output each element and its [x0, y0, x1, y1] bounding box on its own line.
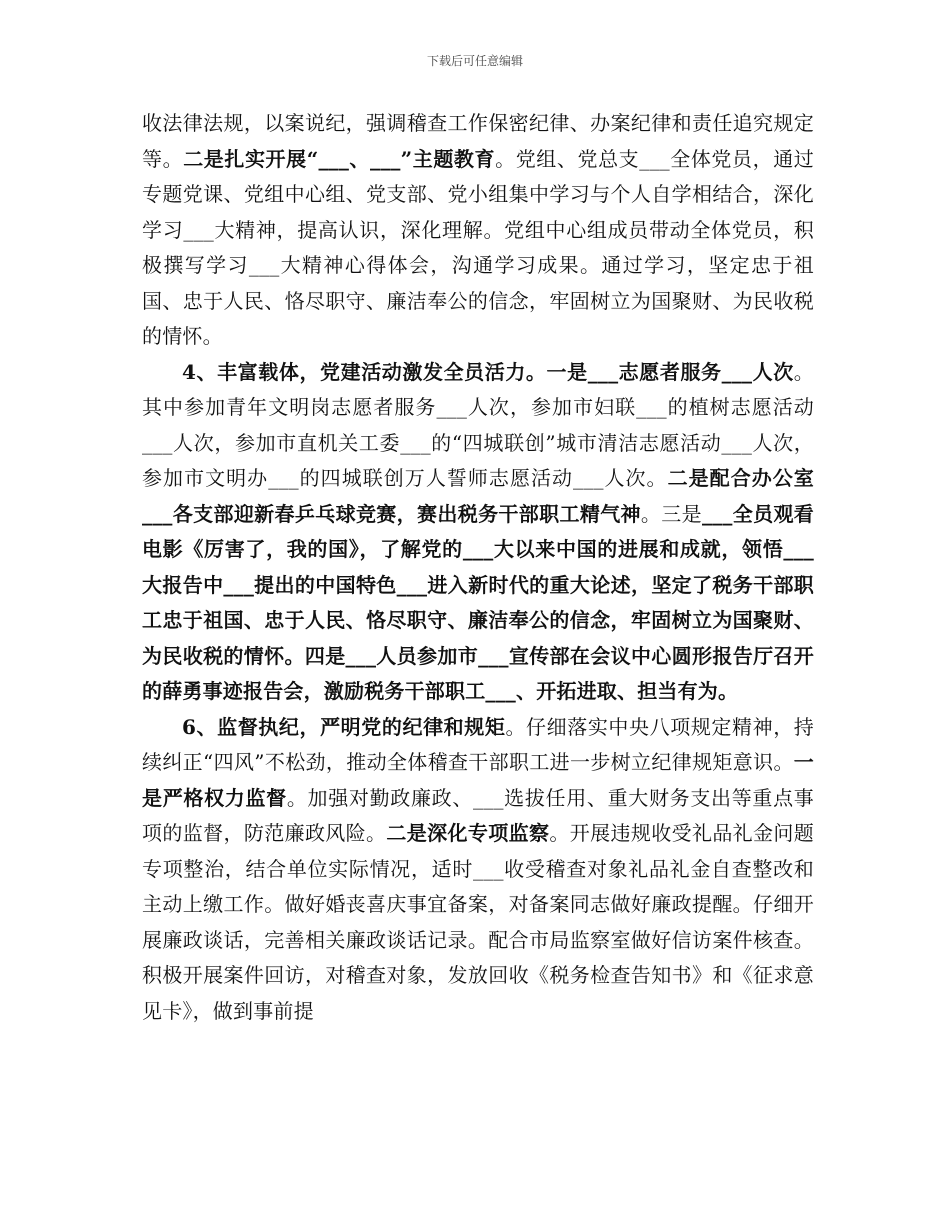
text-run: 。仔细落实中央八项规定精神，持续纠正“四风”不松劲，推动全体稽查干部职工进一步树立纪律规矩意识。	[142, 714, 814, 774]
page-header: 下载后可任意编辑	[426, 54, 523, 68]
document-body	[142, 106, 814, 1029]
paragraph-3	[142, 710, 814, 1030]
text-run: 。三是	[640, 501, 702, 526]
text-run-bold: 四是___人员参加市___宣传部在会议中心圆形报告厅召开的薛勇事迹报告会，激励税务干部职工___、开拓进取、担当有为。	[142, 643, 814, 703]
text-run-bold: 4、丰富载体，党建活动激发全员活力。一是___志愿者服务___人次	[182, 359, 794, 384]
text-run: 收法律法规，以案说纪，强调稽查工作保密纪律、办案纪律和责任追究规定等。	[142, 111, 814, 171]
text-run-bold: 二是扎实开展“___、___”主题教育	[183, 146, 496, 171]
paragraph-1	[142, 106, 814, 355]
text-run-bold: 二是配合办公室___各支部迎新春乒乓球竞赛，赛出税务干部职工精气神	[142, 466, 814, 526]
text-run: 。其中参加青年文明岗志愿者服务___人次，参加市妇联___的植树志愿活动___人次，参加市直机关工委___的“四城联创”城市清洁志愿活动___人次，参加市文明办___的四城联创万人誓师志愿活动___人次。	[142, 359, 814, 490]
paragraph-2	[142, 355, 814, 710]
text-run-bold: ___全员观看电影《厉害了，我的国》，了解党的___大以来中国的进展和成就，领悟___大报告中___提出的中国特色___进入新时代的重大论述，坚定了税务干部职工忠于祖国、忠于人民、恪尽职守、廉洁奉公的信念，牢固树立为国聚财、为民收税的情怀。	[142, 501, 815, 668]
text-run-bold: 6、监督执纪，严明党的纪律和规矩	[182, 714, 506, 739]
text-run: 。加强对勤政廉政、___选拔任用、重大财务支出等重点事项的监督，防范廉政风险。	[142, 785, 815, 845]
text-run: 。开展违规收受礼品礼金问题专项整治，结合单位实际情况，适时___收受稽查对象礼品礼金自查整改和主动上缴工作。做好婚丧喜庆事宜备案，对备案同志做好廉政提醒。仔细开展廉政谈话，完善相关廉政谈话记录。配合市局监察室做好信访案件核查。积极开展案件回访，对稽查对象，发放回收《税务检查告知书》和《征求意见卡》，做到事前提	[142, 821, 814, 1023]
text-run-bold: 二是深化专项监察	[386, 821, 550, 845]
text-run: 。党组、党总支___全体党员，通过专题党课、党组中心组、党支部、党小组集中学习与个人自学相结合，深化学习___大精神，提高认识，深化理解。党组中心组成员带动全体党员，积极撰写学习___大精神心得体会，沟通学习成果。通过学习，坚定忠于祖国、忠于人民、恪尽职守、廉洁奉公的信念，牢固树立为国聚财、为民收税的情怀。	[142, 146, 815, 348]
text-run-bold: 一是严格权力监督	[142, 750, 814, 810]
